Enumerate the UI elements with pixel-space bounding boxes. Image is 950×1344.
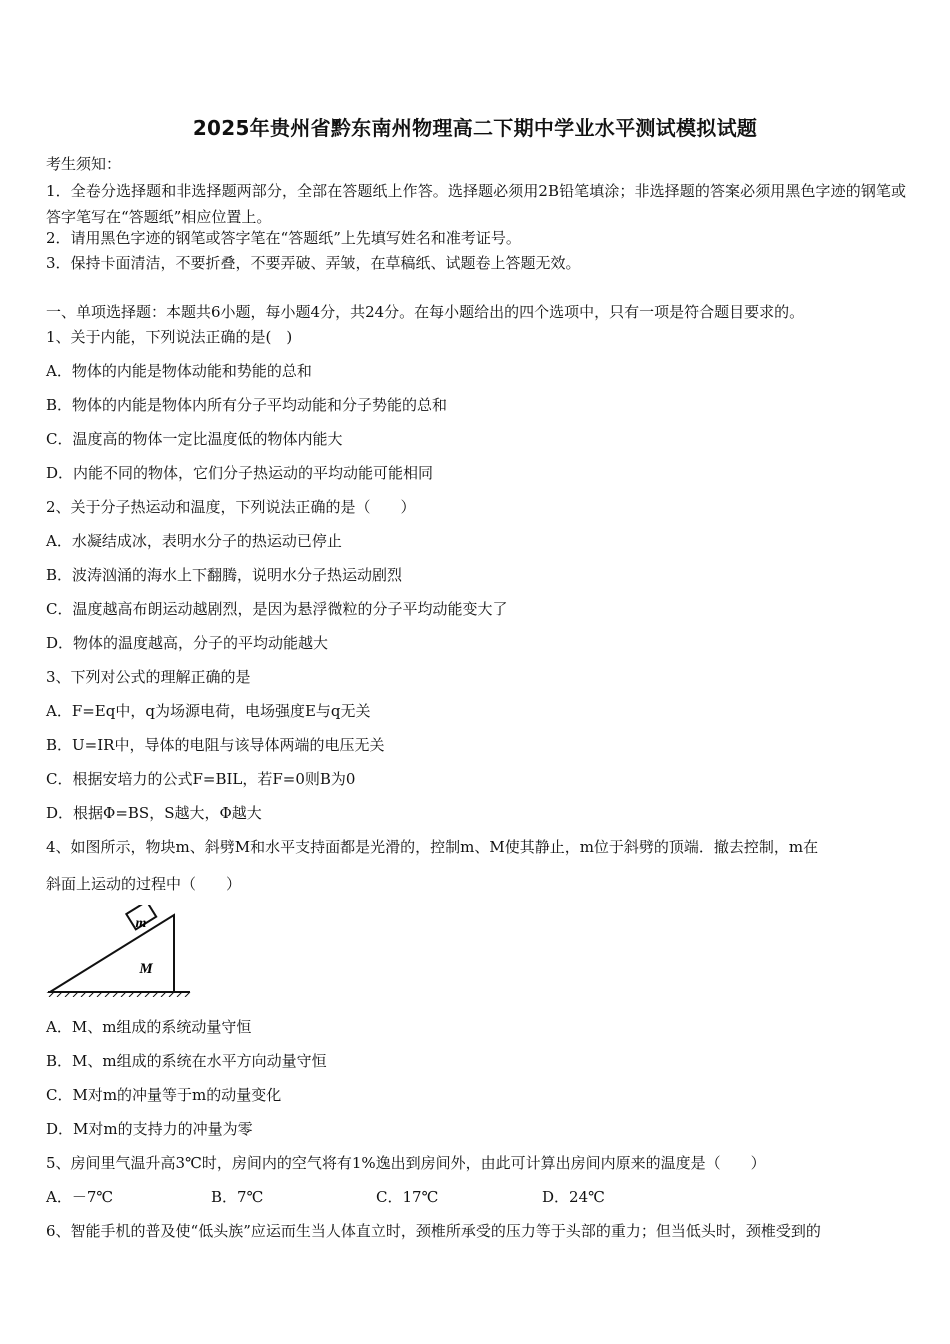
q5-option-a: A．－7℃ bbox=[46, 1188, 114, 1206]
q1-option-a: A．物体的内能是物体动能和势能的总和 bbox=[46, 362, 312, 380]
q3-option-c: C．根据安培力的公式F=BIL，若F=0则B为0 bbox=[46, 770, 356, 788]
section-heading: 一、单项选择题：本题共6小题，每小题4分，共24分。在每小题给出的四个选项中，只有一项是符合题目要求的。 bbox=[46, 303, 805, 321]
incline-figure bbox=[46, 905, 196, 997]
q6-stem: 6、智能手机的普及使“低头族”应运而生当人体直立时，颈椎所承受的压力等于头部的重力；但当低头时，颈椎受到的 bbox=[46, 1222, 821, 1240]
q4-stem-line2: 斜面上运动的过程中（ ） bbox=[46, 875, 242, 893]
q1-option-b: B．物体的内能是物体内所有分子平均动能和分子势能的总和 bbox=[46, 396, 448, 414]
block-label: m bbox=[135, 916, 147, 931]
q2-option-b: B．波涛汹涌的海水上下翻腾，说明水分子热运动剧烈 bbox=[46, 566, 403, 584]
q2-option-a: A．水凝结成冰，表明水分子的热运动已停止 bbox=[46, 532, 342, 550]
q5-option-d: D．24℃ bbox=[542, 1188, 605, 1206]
wedge-label: M bbox=[139, 961, 153, 977]
q2-option-d: D．物体的温度越高，分子的平均动能越大 bbox=[46, 634, 329, 652]
notice-item-3: 3．保持卡面清洁，不要折叠，不要弄破、弄皱，在草稿纸、试题卷上答题无效。 bbox=[46, 254, 581, 272]
q5-stem: 5、房间里气温升高3℃时，房间内的空气将有1%逸出到房间外，由此可计算出房间内原来的温度是（ ） bbox=[46, 1154, 766, 1172]
q4-option-a: A．M、m组成的系统动量守恒 bbox=[46, 1018, 252, 1036]
q3-option-d: D．根据Φ=BS，S越大，Φ越大 bbox=[46, 804, 262, 822]
q3-stem: 3、下列对公式的理解正确的是 bbox=[46, 668, 251, 686]
q1-option-c: C．温度高的物体一定比温度低的物体内能大 bbox=[46, 430, 343, 448]
q4-option-c: C．M对m的冲量等于m的动量变化 bbox=[46, 1086, 282, 1104]
notice-heading: 考生须知： bbox=[46, 155, 122, 173]
notice-item-2: 2．请用黑色字迹的钢笔或答字笔在“答题纸”上先填写姓名和准考证号。 bbox=[46, 229, 521, 247]
q3-option-b: B．U=IR中，导体的电阻与该导体两端的电压无关 bbox=[46, 736, 385, 754]
q5-option-b: B．7℃ bbox=[211, 1188, 264, 1206]
q1-stem: 1、关于内能，下列说法正确的是( ) bbox=[46, 328, 293, 346]
q3-option-a: A．F=Eq中，q为场源电荷，电场强度E与q无关 bbox=[46, 702, 371, 720]
q4-option-d: D．M对m的支持力的冲量为零 bbox=[46, 1120, 253, 1138]
notice-item-1: 1．全卷分选择题和非选择题两部分，全部在答题纸上作答。选择题必须用2B铅笔填涂；非选择题的答案必须用黑色字迹的钢笔或答字笔写在“答题纸”相应位置上。 bbox=[46, 182, 906, 226]
q4-option-b: B．M、m组成的系统在水平方向动量守恒 bbox=[46, 1052, 327, 1070]
page-title: 2025年贵州省黔东南州物理高二下期中学业水平测试模拟试题 bbox=[192, 116, 758, 140]
q2-option-c: C．温度越高布朗运动越剧烈，是因为悬浮微粒的分子平均动能变大了 bbox=[46, 600, 508, 618]
q2-stem: 2、关于分子热运动和温度，下列说法正确的是（ ） bbox=[46, 498, 416, 516]
q1-option-d: D．内能不同的物体，它们分子热运动的平均动能可能相同 bbox=[46, 464, 434, 482]
q4-stem-line1: 4、如图所示，物块m、斜劈M和水平支持面都是光滑的，控制m、M使其静止，m位于斜劈的顶端．撤去控制，m在 bbox=[46, 838, 819, 856]
q5-option-c: C．17℃ bbox=[376, 1188, 439, 1206]
wedge-shape bbox=[50, 915, 174, 992]
